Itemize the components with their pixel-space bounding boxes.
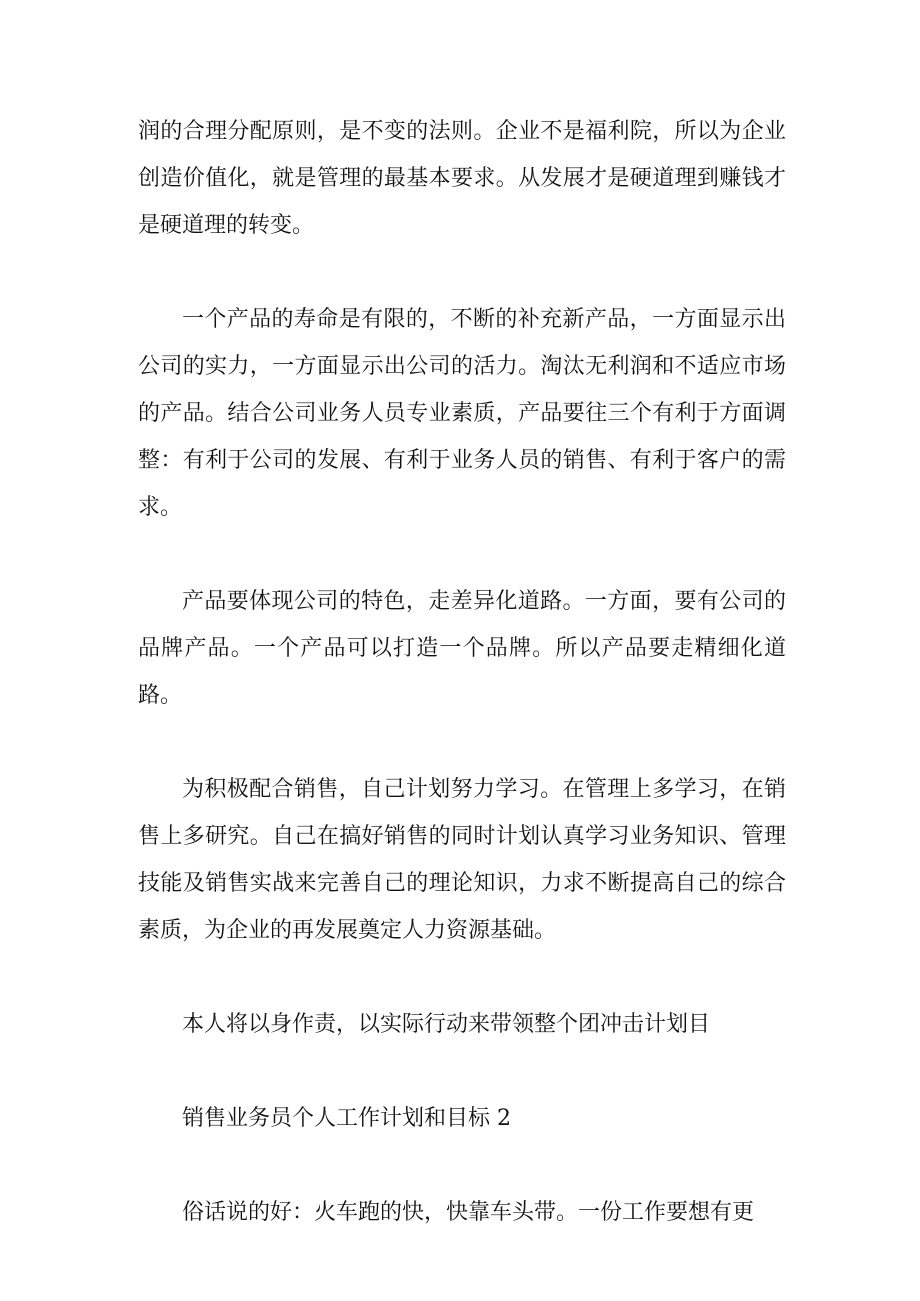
paragraph-proverb: 俗话说的好：火车跑的快，快靠车头带。一份工作要想有更 <box>182 1200 755 1225</box>
paragraph-profit-principle: 润的合理分配原则，是不变的法则。企业不是福利院，所以为企业创造价值化，就是管理的最基本要求。从发展才是硬道理到赚钱才是硬道理的转变。 <box>138 119 786 238</box>
paragraph-spacer <box>138 1048 786 1095</box>
section-heading: 销售业务员个人工作计划和目标 2 <box>182 1106 511 1131</box>
paragraph-product-differentiation: 产品要体现公司的特色，走差异化道路。一方面，要有公司的品牌产品。一个产品可以打造一个品牌。所以产品要走精细化道路。 <box>138 589 786 708</box>
paragraph-spacer <box>138 249 786 296</box>
paragraph-self-learning: 为积极配合销售，自己计划努力学习。在管理上多学习，在销售上多研究。自己在搞好销售的同时计划认真学习业务知识、管理技能及销售实战来完善自己的理论知识，力求不断提高自己的综合素质，为企业的再发展奠定人力资源基础。 <box>138 777 786 943</box>
paragraph-product-lifecycle: 一个产品的寿命是有限的，不断的补充新产品，一方面显示出公司的实力，一方面显示出公司的活力。淘汰无利润和不适应市场的产品。结合公司业务人员专业素质，产品要往三个有利于方面调整：有利于公司的发展、有利于业务人员的销售、有利于客户的需求。 <box>138 307 786 520</box>
paragraph-spacer <box>138 719 786 766</box>
paragraph-spacer <box>138 1142 786 1189</box>
document-body <box>138 108 786 1236</box>
paragraph-lead-by-example: 本人将以身作责，以实际行动来带领整个团冲击计划目 <box>182 1012 711 1037</box>
paragraph-spacer <box>138 954 786 1001</box>
paragraph-spacer <box>138 531 786 578</box>
